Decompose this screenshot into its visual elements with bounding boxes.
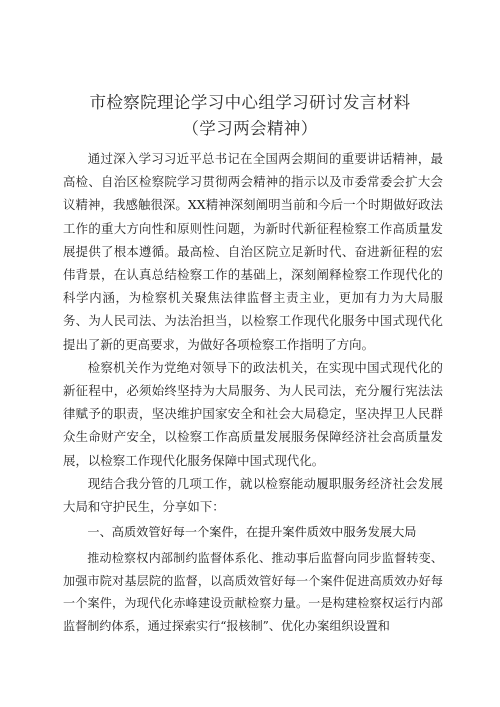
section-heading: 一、高质效管好每一个案件，在提升案件质效中服务发展大局 [87, 525, 417, 540]
body-paragraph: 检察机关作为党绝对领导下的政法机关，在实现中国式现代化的新征程中，必须始终坚持为大局服务、为人民司法，充分履行宪法法律赋予的职责，坚决维护国家安全和社会大局稳定，坚决捍卫人民群众生命财产安全，以检察工作高质量发展服务保障经济社会高质量发展，以检察工作现代化服务保障中国式现代化。 [63, 359, 443, 468]
section-paragraph: 推动检察权内部制约监督体系化、推动事后监督向同步监督转变、加强市院对基层院的监督，以高质效管好每一个案件促进高质效办好每一个案件，为现代化赤峰建设贡献检察力量。一是构建检察权运行内部监督制约体系，通过探索实行“报核制”、优化办案组织设置和 [63, 551, 443, 634]
body-paragraph: 通过深入学习习近平总书记在全国两会期间的重要讲话精神，最高检、自治区检察院学习贯彻两会精神的指示以及市委常委会扩大会议精神，我感触很深。XX精神深刻阐明当前和今后一个时期做好政法工作的重大方向性和原则性问题，为新时代新征程检察工作高质量发展提供了根本遵循。最高检、自治区院立足新时代、奋进新征程的宏伟背景，在认真总结检察工作的基础上，深刻阐释检察工作现代化的科学内涵，为检察机关聚焦法律监督主责主业，更加有力为大局服务、为人民司法、为法治担当，以检察工作现代化服务中国式现代化提出了新的更高要求，为做好各项检察工作指明了方向。 [63, 151, 443, 352]
body-paragraph: 现结合我分管的几项工作，就以检察能动履职服务经济社会发展大局和守护民生，分享如下： [63, 475, 443, 515]
title-line-subtitle: （学习两会精神） [182, 119, 318, 138]
title-line-main: 市检察院理论学习中心组学习研讨发言材料 [89, 93, 411, 112]
document-body [63, 147, 443, 638]
document-title [0, 90, 500, 142]
